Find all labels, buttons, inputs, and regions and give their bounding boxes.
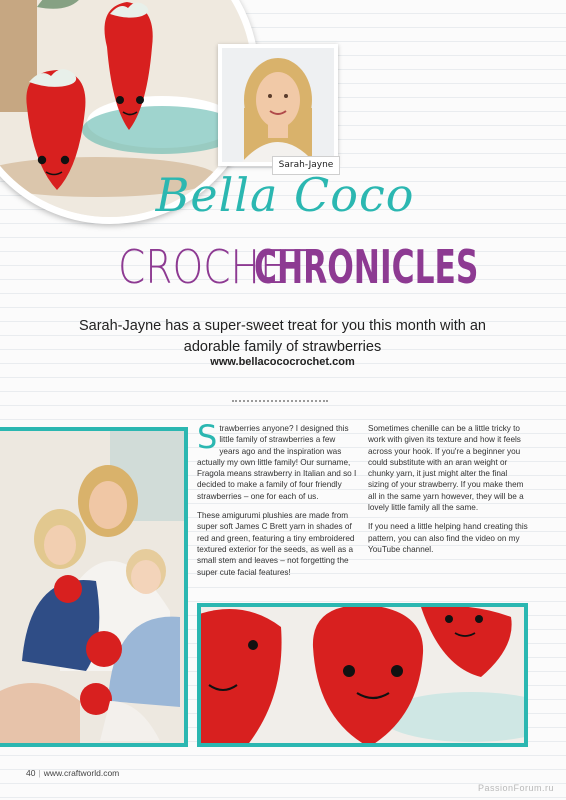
footer-site[interactable]: www.craftworld.com <box>43 768 120 778</box>
body-column-1 <box>197 418 357 586</box>
standfirst: Sarah-Jayne has a super-sweet treat for you this month with an adorable family of strawberries <box>78 318 486 355</box>
portrait-caption: Sarah-Jayne <box>272 156 340 175</box>
website-link[interactable]: www.bellacococrochet.com <box>210 356 355 368</box>
title-crochet: CROCHET <box>118 240 309 294</box>
paragraph: Sometimes chenille can be a little tricky to work with given its texture and how it feels across your hook. If you're a beginner you could substitute with an aran weight or chunky yarn, it just might alter the final sizing of your strawberry. If you make them all in the same yarn however, they will be a lovely little family all the same. <box>368 424 524 513</box>
watermark: PassionForum.ru <box>477 783 554 793</box>
strawberry-closeup-photo <box>197 603 528 747</box>
body-column-2 <box>368 423 528 563</box>
author-portrait <box>218 44 338 166</box>
title-chronicles: CHRONICLES <box>254 240 479 294</box>
dotted-divider <box>232 400 328 402</box>
paragraph: trawberries anyone? I designed this little family of strawberries a few years ago and the inspiration was actually my own little family! Our surname, Fragola means strawberry in Italian and so I decided to make a family of four friendly strawberries – one for each of us. <box>197 424 357 501</box>
paragraph: These amigurumi plushies are made from super soft James C Brett yarn in shades of red and green, featuring a tiny embroidered textured exterior for the seeds, as well as a small stem and leaves – not forgetting the super cute facial features! <box>197 511 355 577</box>
family-photo <box>0 427 188 747</box>
drop-cap: S <box>197 418 218 456</box>
paragraph: If you need a little helping hand creating this pattern, you can also find the video on my YouTube channel. <box>368 522 528 554</box>
page-footer: 40 | www.craftworld.com <box>26 768 120 778</box>
page-number: 40 <box>26 768 36 778</box>
title-script: Bella Coco <box>155 168 415 222</box>
